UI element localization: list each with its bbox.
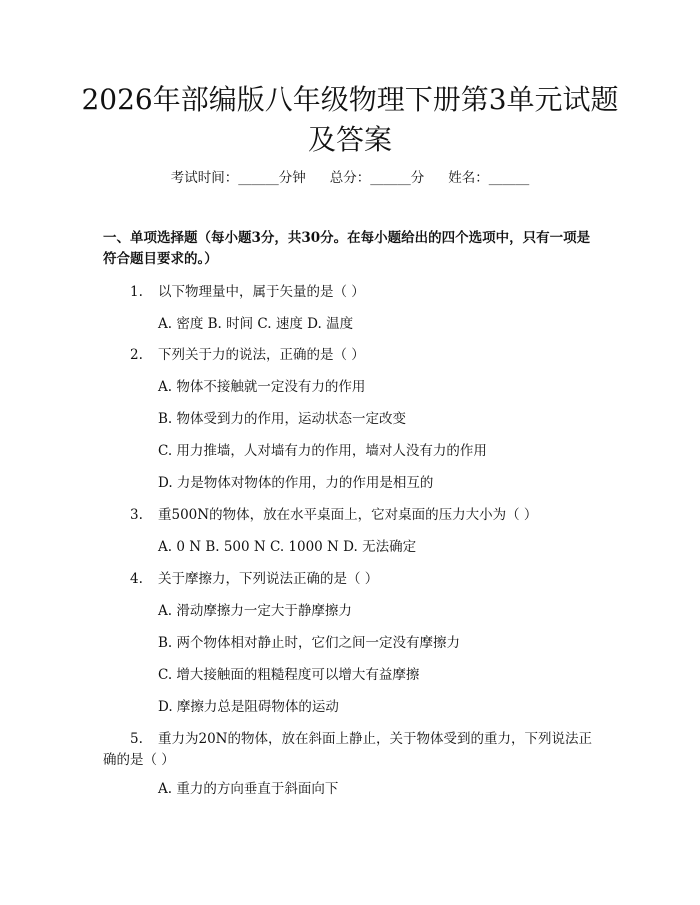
option-b: B. 两个物体相对静止时，它们之间一定没有摩擦力 [158,635,461,651]
exam-time-field: 考试时间：______分钟 [170,170,306,186]
option-b: B. 物体受到力的作用，运动状态一定改变 [158,411,407,427]
question-number: 2. [130,347,143,363]
section-heading: 一、单项选择题（每小题3分，共30分。在每小题给出的四个选项中，只有一项是符合题目要求的。） [103,230,591,267]
option-d: D. 摩擦力总是阻碍物体的运动 [158,699,339,715]
question-text: 关于摩擦力，下列说法正确的是（ ） [158,571,379,587]
option-a: A. 重力的方向垂直于斜面向下 [158,781,339,797]
option-c: C. 用力推墙，人对墙有力的作用，墙对人没有力的作用 [158,443,487,459]
student-name-field: 姓名：______ [448,170,530,186]
question-number: 5. [130,731,143,747]
question-text: 以下物理量中，属于矢量的是（ ） [158,284,365,300]
question-number: 1. [130,284,143,300]
option-c: C. 增大接触面的粗糙程度可以增大有益摩擦 [158,667,420,683]
option-line: A. 0 N B. 500 N C. 1000 N D. 无法确定 [158,539,417,555]
question-5 [103,729,603,771]
question-number: 3. [130,507,143,523]
document-title: 2026年部编版八年级物理下册第3单元试题及答案 [81,83,619,156]
option-line: A. 密度 B. 时间 C. 速度 D. 温度 [158,316,354,332]
question-text: 重500N的物体，放在水平桌面上，它对桌面的压力大小为（ ） [158,507,538,523]
question-text: 下列关于力的说法，正确的是（ ） [158,347,365,363]
question-number: 4. [130,571,143,587]
exam-meta-line [0,168,700,188]
question-text: 重力为20N的物体，放在斜面上静止，关于物体受到的重力，下列说法正确的是（ ） [103,731,592,768]
option-a: A. 物体不接触就一定没有力的作用 [158,379,366,395]
option-d: D. 力是物体对物体的作用，力的作用是相互的 [158,475,434,491]
option-a: A. 滑动摩擦力一定大于静摩擦力 [158,603,352,619]
total-score-field: 总分：______分 [329,170,425,186]
